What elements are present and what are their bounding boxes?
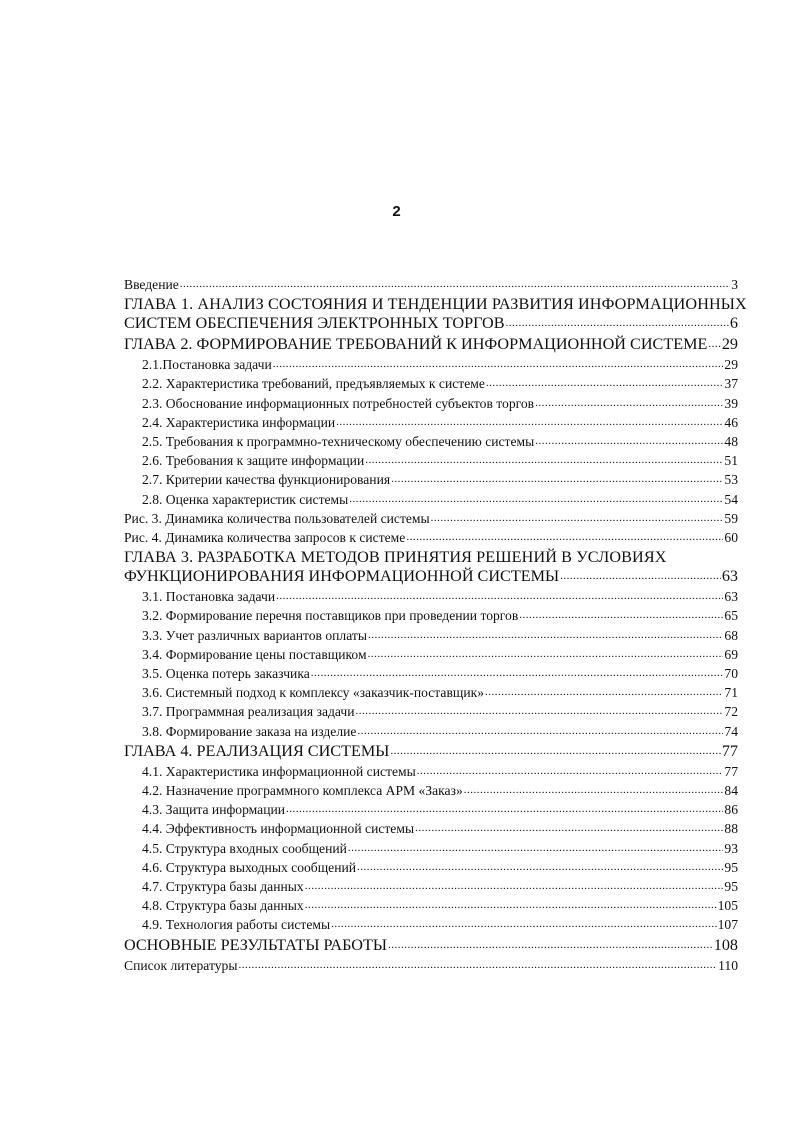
dot-leader	[365, 451, 723, 469]
dot-leader	[535, 432, 723, 450]
toc-entry-2-2	[124, 375, 738, 394]
toc-entry-4-9	[124, 916, 738, 935]
dot-leader	[357, 722, 723, 740]
dot-leader	[180, 275, 730, 293]
toc-entry-page: 74	[724, 723, 738, 739]
toc-entry-chapter-3	[124, 567, 738, 588]
toc-entry-label: 2.3. Обоснование информационных потребностей субъектов торгов	[142, 395, 535, 411]
toc-entry-2-4	[124, 414, 738, 433]
toc-entry-2-7	[124, 471, 738, 490]
toc-entry-label: 3.5. Оценка потерь заказчика	[142, 666, 310, 682]
toc-entry-label: 4.1. Характеристика информационной системы	[142, 763, 416, 779]
toc-entry-page: 84	[724, 783, 738, 799]
toc-entry-page: 39	[724, 395, 738, 411]
dot-leader	[464, 781, 724, 799]
toc-entry-chapter-1	[124, 314, 738, 335]
toc-entry-page: 60	[724, 530, 738, 546]
toc-entry-page: 77	[724, 763, 738, 779]
dot-leader	[331, 915, 717, 933]
toc-entry-page: 63	[724, 589, 738, 605]
toc-entry-label: СИСТЕМ ОБЕСПЕЧЕНИЯ ЭЛЕКТРОННЫХ ТОРГОВ	[124, 314, 505, 333]
toc-entry-3-5	[124, 665, 738, 684]
toc-entry-label: 2.2. Характеристика требований, предъявляемых к системе	[142, 376, 485, 392]
dot-leader	[336, 413, 723, 431]
toc-entry-label: 4.5. Структура входных сообщений	[142, 840, 347, 856]
toc-entry-label: 3.7. Программная реализация задачи	[142, 704, 355, 720]
toc-entry-label: 3.2. Формирование перечня поставщиков при проведении торгов	[142, 608, 519, 624]
toc-entry-figure-3	[124, 510, 738, 529]
dot-leader	[238, 956, 717, 974]
toc-entry-label: Рис. 3. Динамика количества пользователей системы	[124, 510, 430, 526]
toc-entry-label: 3.8. Формирование заказа на изделие	[142, 723, 357, 739]
toc-entry-4-2	[124, 782, 738, 801]
toc-entry-4-4	[124, 820, 738, 839]
dot-leader	[349, 490, 723, 508]
toc-entry-4-8	[124, 897, 738, 916]
dot-leader	[311, 664, 724, 682]
toc-entry-label: 3.1. Постановка задачи	[142, 589, 276, 605]
toc-entry-3-4	[124, 646, 738, 665]
toc-entry-label: 2.8. Оценка характеристик системы	[142, 491, 349, 507]
toc-entry-label: 4.7. Структура базы данных	[142, 879, 304, 895]
toc-entry-label: 4.8. Структура базы данных	[142, 898, 304, 914]
toc-entry-page: 88	[724, 821, 738, 837]
dot-leader	[276, 587, 723, 605]
dot-leader	[273, 355, 724, 373]
toc-entry-page: 65	[724, 608, 738, 624]
toc-entry-label: ГЛАВА 2. ФОРМИРОВАНИЕ ТРЕБОВАНИЙ К ИНФОРМАЦИОННОЙ СИСТЕМЕ	[124, 335, 708, 354]
dot-leader	[357, 858, 723, 876]
dot-leader	[390, 742, 720, 761]
toc-entry-page: 77	[721, 741, 738, 760]
toc-entry-label: Рис. 4. Динамика количества запросов к системе	[124, 530, 406, 546]
toc-entry-page: 59	[724, 510, 738, 526]
toc-entry-3-1	[124, 588, 738, 607]
toc-entry-3-8	[124, 723, 738, 742]
toc-entry-page: 105	[717, 898, 738, 914]
dot-leader	[708, 335, 720, 354]
toc-entry-page: 6	[729, 314, 738, 333]
toc-entry-chapter-4	[124, 742, 738, 763]
toc-entry-label: 3.3. Учет различных вариантов оплаты	[142, 627, 367, 643]
toc-entry-page: 29	[721, 335, 738, 354]
dot-leader	[356, 702, 724, 720]
toc-entry-intro	[124, 276, 738, 295]
toc-entry-label: 4.4. Эффективность информационной системы	[142, 821, 415, 837]
dot-leader	[519, 606, 723, 624]
toc-entry-label: 2.4. Характеристика информации	[142, 414, 336, 430]
toc-entry-4-1	[124, 763, 738, 782]
dot-leader	[305, 896, 717, 914]
toc-entry-2-1	[124, 356, 738, 375]
toc-entry-2-5	[124, 433, 738, 452]
dot-leader	[406, 528, 723, 546]
toc-entry-label: ОСНОВНЫЕ РЕЗУЛЬТАТЫ РАБОТЫ	[124, 935, 387, 954]
dot-leader	[485, 683, 723, 701]
dot-leader	[506, 314, 729, 333]
toc-entry-page: 95	[724, 859, 738, 875]
toc-entry-4-3	[124, 801, 738, 820]
toc-entry-2-6	[124, 452, 738, 471]
toc-entry-page: 53	[724, 472, 738, 488]
toc-entry-3-7	[124, 703, 738, 722]
dot-leader	[486, 374, 724, 392]
dot-leader	[431, 509, 724, 527]
dot-leader	[560, 567, 721, 586]
toc-entry-page: 72	[724, 704, 738, 720]
toc-entry-figure-4	[124, 529, 738, 548]
dot-leader	[415, 819, 723, 837]
dot-leader	[286, 800, 723, 818]
toc-chapter-1-title-line-1: ГЛАВА 1. АНАЛИЗ СОСТОЯНИЯ И ТЕНДЕНЦИИ РАЗВИТИЯ ИНФОРМАЦИОННЫХ	[124, 295, 747, 314]
toc-entry-3-3	[124, 627, 738, 646]
toc-entry-page: 110	[718, 957, 738, 973]
toc-chapter-3-title-line-1: ГЛАВА 3. РАЗРАБОТКА МЕТОДОВ ПРИНЯТИЯ РЕШЕНИЙ В УСЛОВИЯХ	[124, 548, 667, 567]
toc-entry-page: 86	[724, 802, 738, 818]
toc-entry-page: 51	[724, 453, 738, 469]
toc-entry-label: Список литературы	[124, 957, 238, 973]
toc-entry-page: 46	[724, 414, 738, 430]
dot-leader	[368, 645, 724, 663]
toc-entry-label: 3.4. Формирование цены поставщиком	[142, 646, 367, 662]
toc-entry-label: ГЛАВА 4. РЕАЛИЗАЦИЯ СИСТЕМЫ	[124, 741, 390, 760]
toc-entry-label: 4.9. Технология работы системы	[142, 917, 331, 933]
toc-entry-label: 2.7. Критерии качества функционирования	[142, 472, 391, 488]
dot-leader	[391, 470, 723, 488]
toc-entry-references	[124, 957, 738, 976]
toc-entry-chapter-2	[124, 335, 738, 356]
toc-entry-label: 2.1.Постановка задачи	[142, 357, 272, 373]
toc-entry-3-6	[124, 684, 738, 703]
toc-entry-page: 68	[724, 627, 738, 643]
toc-entry-page: 70	[724, 666, 738, 682]
page-number: 2	[392, 203, 401, 220]
toc-entry-page: 107	[717, 917, 738, 933]
toc-entry-page: 69	[724, 646, 738, 662]
toc-entry-label: 2.5. Требования к программно-техническому обеспечению системы	[142, 434, 535, 450]
toc-entry-page: 29	[724, 357, 738, 373]
toc-entry-results	[124, 936, 738, 957]
toc-entry-page: 71	[724, 685, 738, 701]
toc-entry-page: 37	[724, 376, 738, 392]
table-of-contents	[124, 276, 747, 976]
toc-entry-label: ФУНКЦИОНИРОВАНИЯ ИНФОРМАЦИОННОЙ СИСТЕМЫ	[124, 567, 560, 586]
dot-leader	[348, 839, 724, 857]
toc-entry-page: 63	[721, 567, 738, 586]
toc-entry-page: 48	[724, 434, 738, 450]
toc-entry-page: 54	[724, 491, 738, 507]
toc-entry-label: 4.2. Назначение программного комплекса АРМ «Заказ»	[142, 783, 463, 799]
dot-leader	[305, 877, 724, 895]
toc-entry-4-7	[124, 878, 738, 897]
toc-entry-label: 4.6. Структура выходных сообщений	[142, 859, 357, 875]
toc-entry-page: 3	[731, 277, 738, 292]
dot-leader	[368, 626, 723, 644]
toc-entry-4-6	[124, 859, 738, 878]
toc-entry-label: 4.3. Защита информации	[142, 802, 286, 818]
toc-entry-page: 93	[724, 840, 738, 856]
dot-leader	[417, 762, 724, 780]
toc-entry-label: 3.6. Системный подход к комплексу «заказчик-поставщик»	[142, 685, 484, 701]
toc-entry-2-8	[124, 491, 738, 510]
dot-leader	[388, 936, 713, 955]
toc-entry-label: 2.6. Требования к защите информации	[142, 453, 365, 469]
toc-entry-label: Введение	[124, 277, 179, 292]
toc-entry-page: 95	[724, 879, 738, 895]
dot-leader	[535, 394, 723, 412]
toc-entry-4-5	[124, 840, 738, 859]
toc-entry-page: 108	[713, 935, 738, 954]
toc-entry-3-2	[124, 607, 738, 626]
toc-entry-2-3	[124, 395, 738, 414]
